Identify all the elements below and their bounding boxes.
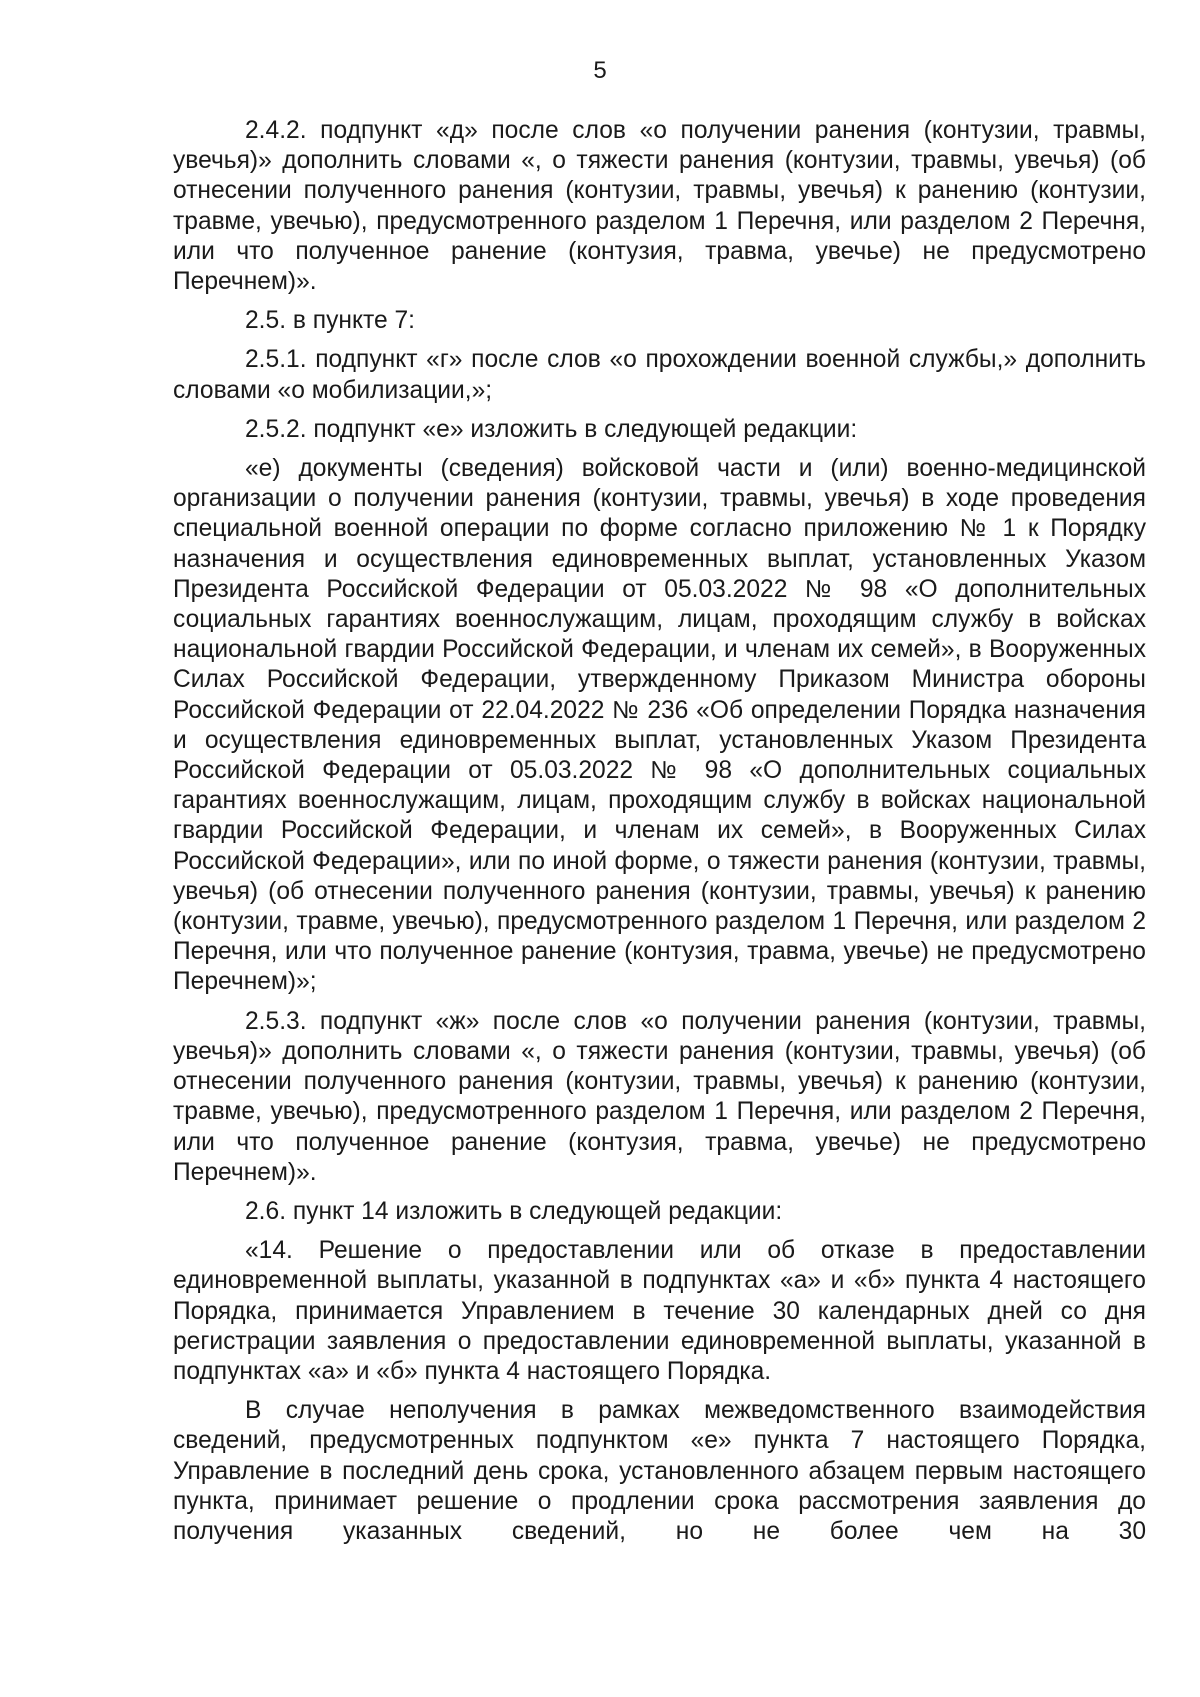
paragraph-item-14-continuation: В случае неполучения в рамках межведомственного взаимодействия сведений, предусмотренных подпунктом «е» пункта 7 настоящего Порядка, Управление в последний день срока, установленного абзацем первым настоящего пункта, принимает решение о продлении срока рассмотрения заявления до получения указанных сведений, но не более чем на 30 — [173, 1397, 1146, 1545]
paragraph-2-5: 2.5. в пункте 7: — [245, 307, 415, 335]
document-body — [173, 116, 1146, 1556]
paragraph-2-4-2: 2.4.2. подпункт «д» после слов «о получении ранения (контузии, травмы, увечья)» дополнить словами «, о тяжести ранения (контузии, травмы, увечья) (об отнесении полученного ранения (контузии, травмы, увечья) к ранению (контузии, травме, увечью), предусмотренного разделом 1 Перечня, или разделом 2 Перечня, или что полученное ранение (контузия, травма, увечье) не предусмотрено Перечнем)». — [173, 117, 1146, 296]
paragraph-item-14-text: «14. Решение о предоставлении или об отказе в предоставлении единовременной выплаты, указанной в подпунктах «а» и «б» пункта 4 настоящего Порядка, принимается Управлением в течение 30 календарных дней со дня регистрации заявления о предоставлении единовременной выплаты, указанной в подпунктах «а» и «б» пункта 4 настоящего Порядка. — [173, 1237, 1146, 1385]
page-number: 5 — [593, 57, 607, 84]
paragraph-2-6: 2.6. пункт 14 изложить в следующей редакции: — [245, 1197, 783, 1225]
paragraph-2-5-1: 2.5.1. подпункт «г» после слов «о прохождении военной службы,» дополнить словами «о мобилизации,»; — [173, 346, 1146, 404]
paragraph-2-5-2: 2.5.2. подпункт «е» изложить в следующей редакции: — [245, 415, 858, 443]
paragraph-2-5-3: 2.5.3. подпункт «ж» после слов «о получении ранения (контузии, травмы, увечья)» дополнить словами «, о тяжести ранения (контузии, травмы, увечья) (об отнесении полученного ранения (контузии, травмы, увечья) к ранению (контузии, травме, увечью), предусмотренного разделом 1 Перечня, или разделом 2 Перечня, или что полученное ранение (контузия, травма, увечье) не предусмотрено Перечнем)». — [173, 1007, 1146, 1186]
paragraph-subitem-e-text: «е) документы (сведения) войсковой части и (или) военно-медицинской организации о получении ранения (контузии, травмы, увечья) в ходе проведения специальной военной операции по форме согласно приложению № 1 к Порядку назначения и осуществления единовременных выплат, установленных Указом Президента Российской Федерации от 05.03.2022 № 98 «О дополнительных социальных гарантиях военнослужащим, лицам, проходящим службу в войсках национальной гвардии Российской Федерации, и членам их семей», в Вооруженных Силах Российской Федерации, утвержденному Приказом Министра обороны Российской Федерации от 22.04.2022 № 236 «Об определении Порядка назначения и осуществления единовременных выплат, установленных Указом Президента Российской Федерации от 05.03.2022 № 98 «О дополнительных социальных гарантиях военнослужащим, лицам, проходящим службу в войсках национальной гвардии Российской Федерации, и членам их семей», в Вооруженных Силах Российской Федерации», или по иной форме, о тяжести ранения (контузии, травмы, увечья) (об отнесении полученного ранения (контузии, травмы, увечья) к ранению (контузии, травме, увечью), предусмотренного разделом 1 Перечня, или разделом 2 Перечня, или что полученное ранение (контузия, травма, увечье) не предусмотрено Перечнем)»; — [173, 455, 1146, 996]
